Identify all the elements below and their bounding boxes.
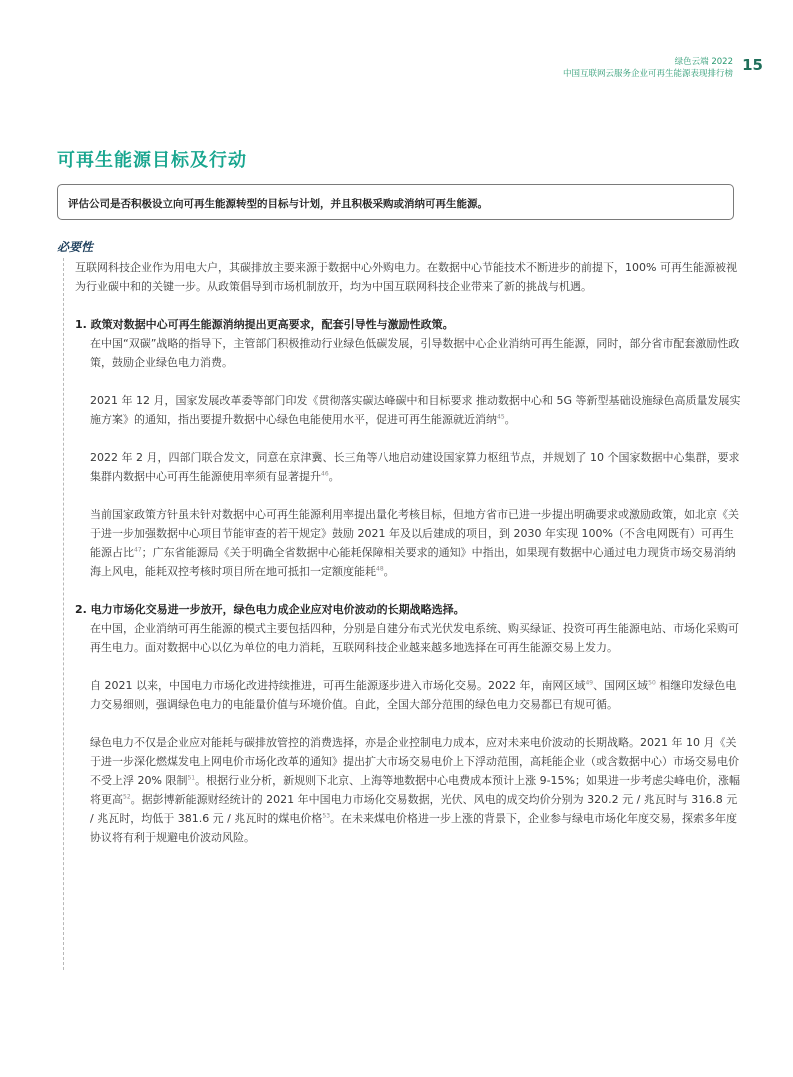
page-number: 15 — [742, 56, 763, 74]
point-2-heading: 2. 电力市场化交易进一步放开，绿色电力成企业应对电价波动的长期战略选择。 — [75, 603, 465, 616]
footnote-ref: 52 — [123, 793, 131, 801]
necessity-label: 必要性 — [57, 240, 94, 254]
report-header — [563, 56, 733, 80]
point-2-paragraph-2: 自 2021 以来，中国电力市场化改进持续推进，可再生能源逐步进入市场化交易。2022 年，南网区域$^{49}$、国网区域$^{50}$ 相继印发绿色电力交易细则，强调绿色电力的电能量价值与环境价值。自此，全国大部分范围的绿色电力交易都已有规可循。 — [90, 679, 737, 711]
footnote-ref: 46 — [321, 470, 329, 478]
footnote-ref: 50 — [648, 679, 656, 687]
criteria-callout-box — [57, 184, 734, 220]
footnote-ref: 48 — [376, 565, 384, 573]
body-content — [75, 258, 743, 866]
point-1-paragraph-3: 2022 年 2 月，四部门联合发文，同意在京津冀、长三角等八地启动建设国家算力枢纽节点，并规划了 10 个国家数据中心集群，要求集群内数据中心可再生能源使用率须有显著提升$^{46}$。 — [90, 451, 740, 483]
footnote-ref: 51 — [187, 774, 196, 782]
footnote-ref: 45 — [497, 413, 505, 421]
point-1-heading: 1. 政策对数据中心可再生能源消纳提出更高要求，配套引导性与激励性政策。 — [75, 318, 454, 331]
report-subtitle: 中国互联网云服务企业可再生能源表现排行榜 — [562, 69, 733, 79]
report-series-title: 绿色云端 2022 — [674, 57, 733, 67]
footnote-ref: 53 — [322, 812, 331, 820]
dashed-divider — [63, 258, 64, 970]
section-title: 可再生能源目标及行动 — [57, 150, 247, 171]
footnote-ref: 49 — [585, 679, 594, 687]
point-2-paragraph-3: 绿色电力不仅是企业应对能耗与碳排放管控的消费选择，亦是企业控制电力成本，应对未来电价波动的长期战略。2021 年 10 月《关于进一步深化燃煤发电上网电价市场化改革的通知》提出扩大市场交易电价上下浮动范围，高耗能企业（或含数据中心）市场交易电价不受上浮 20% 限制$^{51}$。根据行业分析，新规则下北京、上海等地数据中心电费成本预计上涨 9-15%；如果进一步考虑尖峰电价，涨幅将更高$^{52}$。据彭博新能源财经统计的 2021 年中国电力市场化交易数据，光伏、风电的成交均价分别为 320.2 元 / 兆瓦时与 316.8 元 / 兆瓦时，均低于 381.6 元 / 兆瓦时的煤电价格$^{53}$。在未来煤电价格进一步上涨的背景下，企业参与绿电市场化年度交易，探索多年度协议将有利于规避电价波动风险。 — [90, 736, 741, 844]
point-2-paragraph-1: 在中国，企业消纳可再生能源的模式主要包括四种，分别是自建分布式光伏发电系统、购买绿证、投资可再生能源电站、市场化采购可再生电力。面对数据中心以亿为单位的电力消耗，互联网科技企业越来越多地选择在可再生能源交易上发力。 — [90, 622, 739, 654]
point-1-paragraph-1: 在中国“双碳”战略的指导下，主管部门积极推动行业绿色低碳发展，引导数据中心企业消纳可再生能源，同时，部分省市配套激励性政策，鼓励企业绿色电力消费。 — [90, 337, 740, 369]
point-1-paragraph-2: 2021 年 12 月，国家发展改革委等部门印发《贯彻落实碳达峰碳中和目标要求 推动数据中心和 5G 等新型基础设施绿色高质量发展实施方案》的通知，指出要提升数据中心绿色电能使用水平，促进可再生能源就近消纳$^{45}$。 — [90, 394, 741, 426]
criteria-text: 评估公司是否积极设立向可再生能源转型的目标与计划，并且积极采购或消纳可再生能源。 — [68, 198, 488, 210]
point-1-paragraph-4: 当前国家政策方针虽未针对数据中心可再生能源利用率提出量化考核目标，但地方省市已进一步提出明确要求或激励政策，如北京《关于进一步加强数据中心项目节能审查的若干规定》鼓励 2021 年及以后建成的项目，到 2030 年实现 100%（不含电网既有）可再生能源占比$^{47}$；广东省能源局《关于明确全省数据中心能耗保障相关要求的通知》中指出，如果现有数据中心通过电力现货市场交易消纳海上风电，能耗双控考核时项目所在地可抵扣一定额度能耗$^{48}$。 — [90, 508, 739, 578]
footnote-ref: 47 — [134, 546, 142, 554]
intro-paragraph: 互联网科技企业作为用电大户，其碳排放主要来源于数据中心外购电力。在数据中心节能技术不断进步的前提下，100% 可再生能源被视为行业碳中和的关键一步。从政策倡导到市场机制放开，均为中国互联网科技企业带来了新的挑战与机遇。 — [75, 261, 737, 293]
